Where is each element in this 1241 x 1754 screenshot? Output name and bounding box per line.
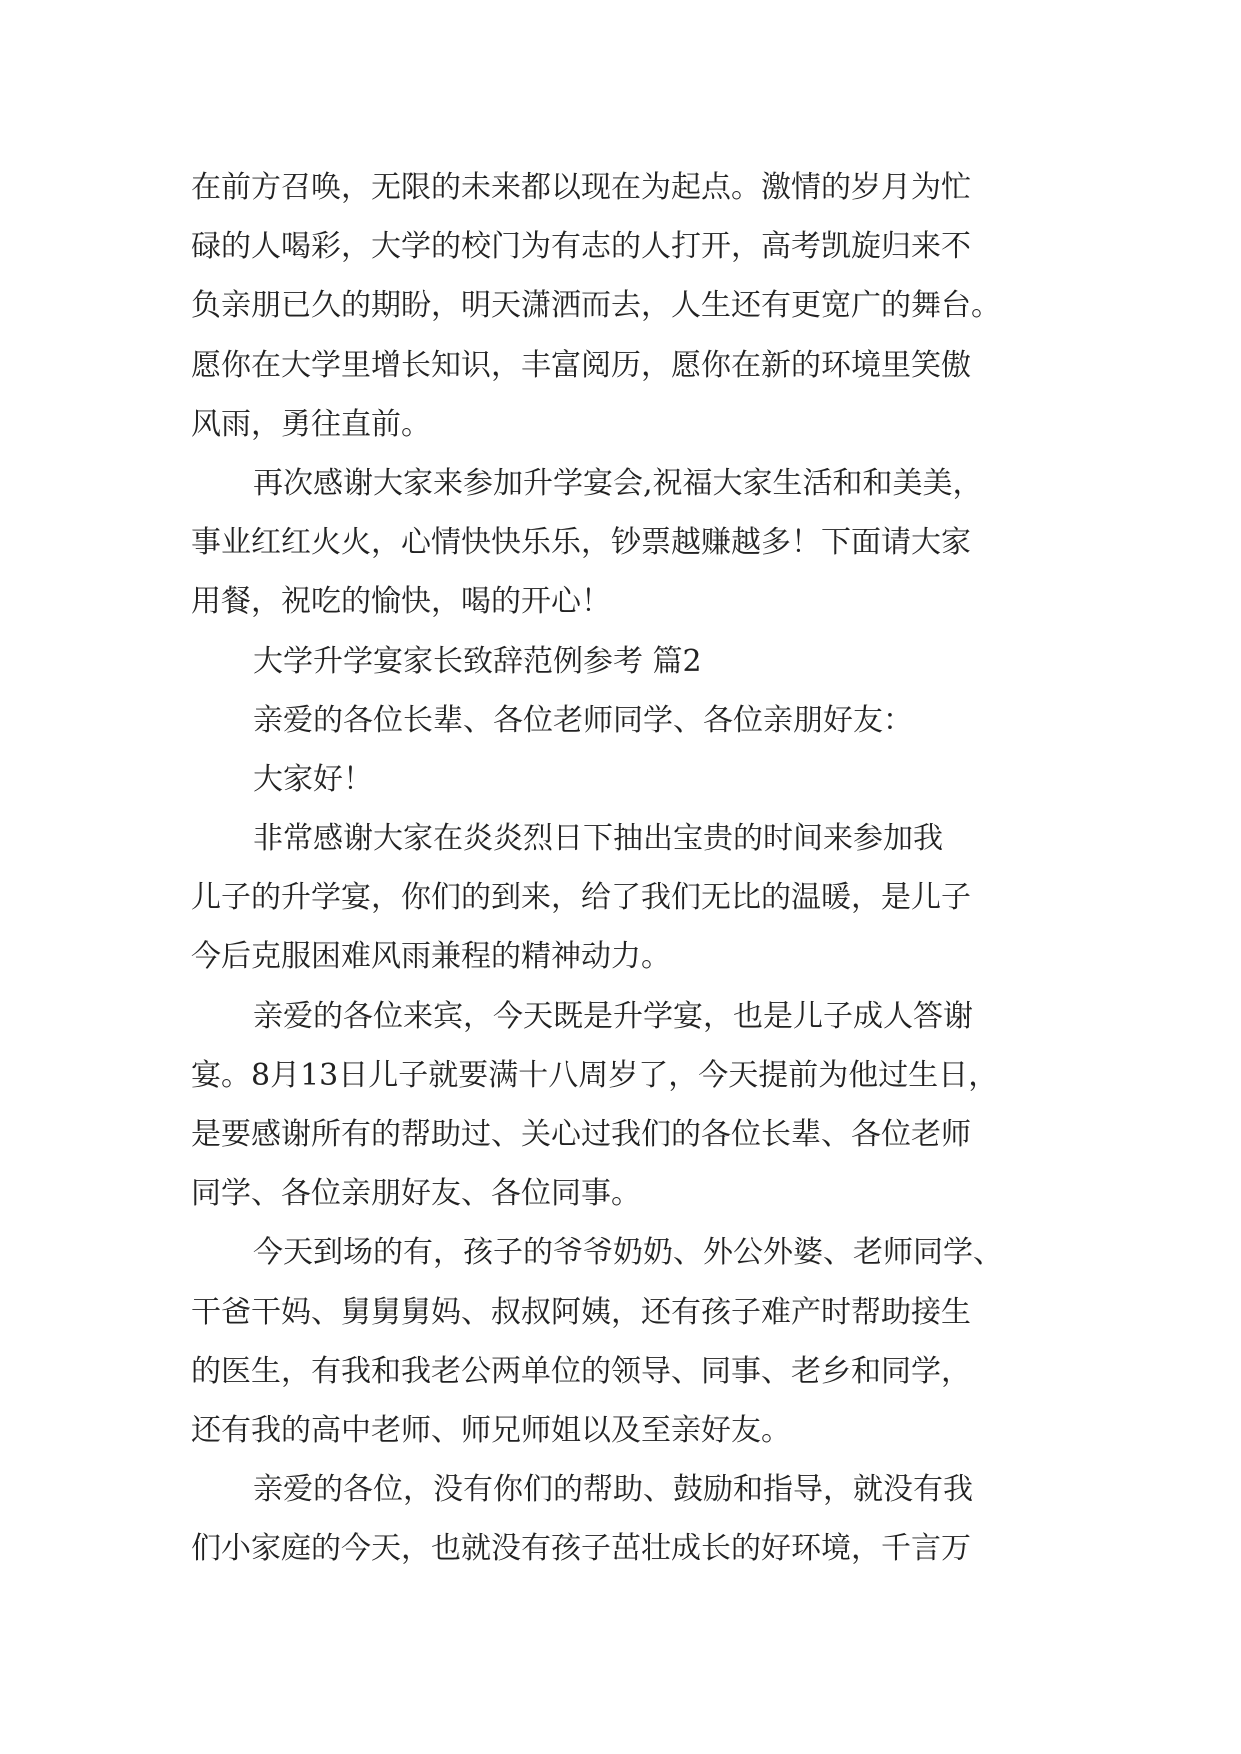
text-line: 再次感谢大家来参加升学宴会,祝福大家生活和和美美， [253, 465, 983, 501]
text-line: 同学、各位亲朋好友、各位同事。 [191, 1176, 641, 1212]
text-line: 愿你在大学里增长知识，丰富阅历，愿你在新的环境里笑傲 [191, 347, 971, 383]
text-line: 干爸干妈、舅舅舅妈、叔叔阿姨，还有孩子难产时帮助接生 [191, 1294, 971, 1330]
text-line: 亲爱的各位来宾，今天既是升学宴，也是儿子成人答谢 [253, 998, 973, 1034]
text-line: 今天到场的有，孩子的爷爷奶奶、外公外婆、老师同学、 [253, 1235, 1003, 1271]
text-line: 亲爱的各位，没有你们的帮助、鼓励和指导，就没有我 [253, 1472, 973, 1508]
text-line: 的医生，有我和我老公两单位的领导、同事、老乡和同学， [191, 1353, 971, 1389]
greeting-salutation: 亲爱的各位长辈、各位老师同学、各位亲朋好友： [253, 702, 913, 738]
text-line: 是要感谢所有的帮助过、关心过我们的各位长辈、各位老师 [191, 1117, 971, 1152]
text-line: 在前方召唤，无限的未来都以现在为起点。激情的岁月为忙 [191, 170, 971, 205]
section-heading: 大学升学宴家长致辞范例参考 篇2 [253, 643, 702, 679]
text-line: 还有我的高中老师、师兄师姐以及至亲好友。 [191, 1412, 791, 1448]
text-line: 宴。8月13日儿子就要满十八周岁了，今天提前为他过生日， [191, 1057, 999, 1093]
text-line: 今后克服困难风雨兼程的精神动力。 [191, 939, 671, 975]
text-line: 事业红红火火，心情快快乐乐，钞票越赚越多！下面请大家 [191, 525, 971, 561]
text-line: 碌的人喝彩，大学的校门为有志的人打开，高考凯旋归来不 [191, 229, 971, 265]
text-line: 非常感谢大家在炎炎烈日下抽出宝贵的时间来参加我 [253, 821, 943, 857]
text-line: 负亲朋已久的期盼，明天潇洒而去，人生还有更宽广的舞台。 [191, 288, 1001, 324]
text-line: 儿子的升学宴，你们的到来，给了我们无比的温暖，是儿子 [191, 880, 971, 916]
greeting-hello: 大家好！ [253, 761, 373, 797]
text-line: 用餐，祝吃的愉快，喝的开心！ [191, 584, 611, 620]
body-text [191, 158, 1071, 1579]
text-line: 风雨，勇往直前。 [191, 406, 431, 442]
text-line: 们小家庭的今天，也就没有孩子茁壮成长的好环境，千言万 [191, 1531, 971, 1567]
